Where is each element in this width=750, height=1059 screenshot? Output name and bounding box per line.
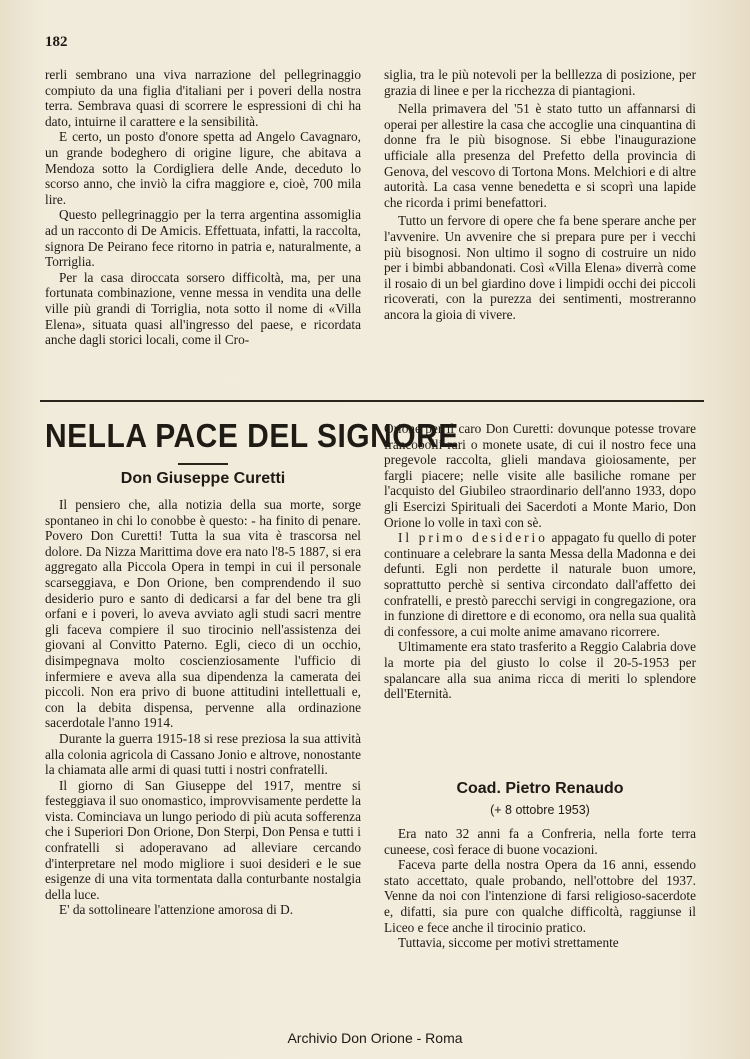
paragraph [384,530,696,639]
paragraph: E' da sottolineare l'attenzione amorosa di D. [59,902,294,918]
paragraph: Era nato 32 anni fa a Confreria, nella forte terra cuneese, così ferace di buone vocazioni. [384,826,696,857]
paragraph: Tutto un fervore di opere che fa bene sperare anche per l'avvenire. Un avvenire che si prepara pure per i vecchi più bisognosi. Non ultimo il sogno di costruire un nido per i bimbi abbandonati. Così «Villa Elena» diverrà come il rosaio di un bel giardino dove i limpidi occhi dei piccoli ricoverati, con la purezza dei sentimenti, mostreranno ancora la gioia di vivere. [384,213,696,322]
paragraph-rest: appagato fu quello di poter continuare a celebrare la santa Messa della Madonna e dei defunti. Egli non perdette il naturale buon umore, soprattutto perchè si sentiva circondato dall'affetto dei confratelli, e prestò parecchi servigi in congregazione, ora in funzione di direttore e di economo, ora nella sua qualità di confessore, a cui molte anime amavano ricorrere. [384,530,696,639]
paragraph: Tuttavia, siccome per motivi strettamente [398,935,619,951]
paragraph: E certo, un posto d'onore spetta ad Angelo Cavagnaro, un grande bodeghero di origine ligure, che abitava a Mendoza sotto la Cordigliera delle Ande, deceduto lo scorso anno, che inviò la cifra maggiore e, cioè, 700 mila lire. [45,129,361,207]
headline-underline [178,463,228,465]
article-continuation-right [384,67,696,323]
obituary-renaudo-column [384,826,696,951]
paragraph: Orione per il caro Don Curetti: dovunque potesse trovare francobolli rari o monete usate, di cui il nostro fece una pregevole raccolta, glieli mandava gioiosamente, per fargli piacere; nelle visite alle basiliche romane per l'acquisto del Giubileo straordinario dell'anno 1933, dopo gli Esercizi Spirituali dei Sacerdoti a Monte Mario, Don Orione lo volle in taxì con sè. [384,421,696,530]
article-continuation-left [45,67,361,348]
paragraph: rerli sembrano una viva narrazione del pellegrinaggio compiuto da una figlia d'italiani per i poveri della nostra terra. Sembrava quasi di scorrere le espressioni di chi ha dato, intuirne il carattere e la sensibilità. [45,67,361,129]
section-divider [40,400,704,402]
paragraph: siglia, tra le più notevoli per la belllezza di posizione, per grazia di linee e per la ricchezza di piantagioni. [384,67,696,98]
paragraph: Il giorno di San Giuseppe del 1917, mentre si festeggiava il suo onomastico, improvvisamente perdette la vista. Cominciava un lungo periodo di più acuta sofferenza che i Superiori Don Orione, Don Sterpi, Don Pensa e tutti i confratelli si adoperavano ad alleviare cercando d'interpretare nel modo migliore i suoi desideri e le sue esigenze di una vita tormentata dalla conturbante nostalgia della luce. [45,777,361,902]
page-number: 182 [45,34,68,50]
paragraph: Questo pellegrinaggio per la terra argentina assomiglia ad un racconto di De Amicis. Effettuata, infatti, la raccolta, signora De Peirano fece ritorno in patria e, naturalmente, a Torriglia. [45,207,361,270]
paragraph: Durante la guerra 1915-18 si rese preziosa la sua attività alla colonia agricola di Cassano Jonio e altrove, nonostante la chiamata alle armi di quasi tutti i nostri confratelli. [45,730,361,778]
paragraph: Per la casa diroccata sorsero difficoltà, ma, per una fortunata combinazione, venne messa in vendita una delle ville più grandi di Torriglia, nota sotto il nome di «Villa Elena», situata quasi all'ingresso del paese, e ricordata anche dagli storici locali, come il Cro- [45,269,361,348]
paragraph: Nella primavera del '51 è stato tutto un affannarsi di operai per allestire la casa che accoglie una cinquantina di donne fra le più bisognose. Si ebbe l'inaugurazione ufficiale alla presenza del Prefetto della provincia di Genova, del vescovo di Tortona Mons. Melchiori e di altre autorità. La casa venne benedetta e si scoprì una lapide che ricorda i primi benefattori. [384,101,696,210]
archive-footer: Archivio Don Orione - Roma [287,1030,463,1046]
spaced-lead: Il primo desiderio [398,530,548,546]
paragraph: Il pensiero che, alla notizia della sua morte, sorge spontaneo in chi lo conobbe è questo: - ha finito di penare. Povero Don Curetti! Tutta la sua vita è trascorsa nel dolore. Da Nizza Marittima dove era nato l'8-5 1887, si era aggregato alla Piccola Opera in tempi in cui il personale scarseggiava, e Don Orione, ben comprendendo il suo desiderio puro e santo di dedicarsi a far del bene tra gli orfani e i poveri, lo aveva avviato agli studi sacri mentre gli faceva compiere il suo tirocinio nell'assistenza dei giovani al Convitto Paterno. Egli, cieco di un occhio, disimpegnava molto coscienziosamente l'ufficio di infermiere e aveva alla sua dipendenza la camerata dei piccoli. Non era privo di buone attitudini intellettuali e, con la debita dispensa, pervenne alla ordinazione sacerdotale l'anno 1914. [45,497,361,731]
section-headline: NELLA PACE DEL SIGNORE [45,418,459,455]
obituary-date: (+ 8 ottobre 1953) [490,803,590,817]
obituary-name-curetti: Don Giuseppe Curetti [120,470,286,487]
obituary-curetti-column-left [45,497,361,918]
obituary-curetti-column-right [384,421,696,702]
paragraph: Faceva parte della nostra Opera da 16 anni, essendo stato accettato, quale probando, nell'ottobre del 1937. Venne da noi con l'intenzione di farsi religioso-sacerdote e, difatti, sia pure con qualche difficoltà, raggiunse il Liceo e fece anche il tirocinio pratico. [384,857,696,935]
paragraph: Ultimamente era stato trasferito a Reggio Calabria dove la morte pia del giusto lo colse il 20-5-1953 per spalancare alla sua anima ricca di meriti lo splendore dell'Eternità. [384,639,696,702]
obituary-name-renaudo: Coad. Pietro Renaudo [456,780,624,797]
